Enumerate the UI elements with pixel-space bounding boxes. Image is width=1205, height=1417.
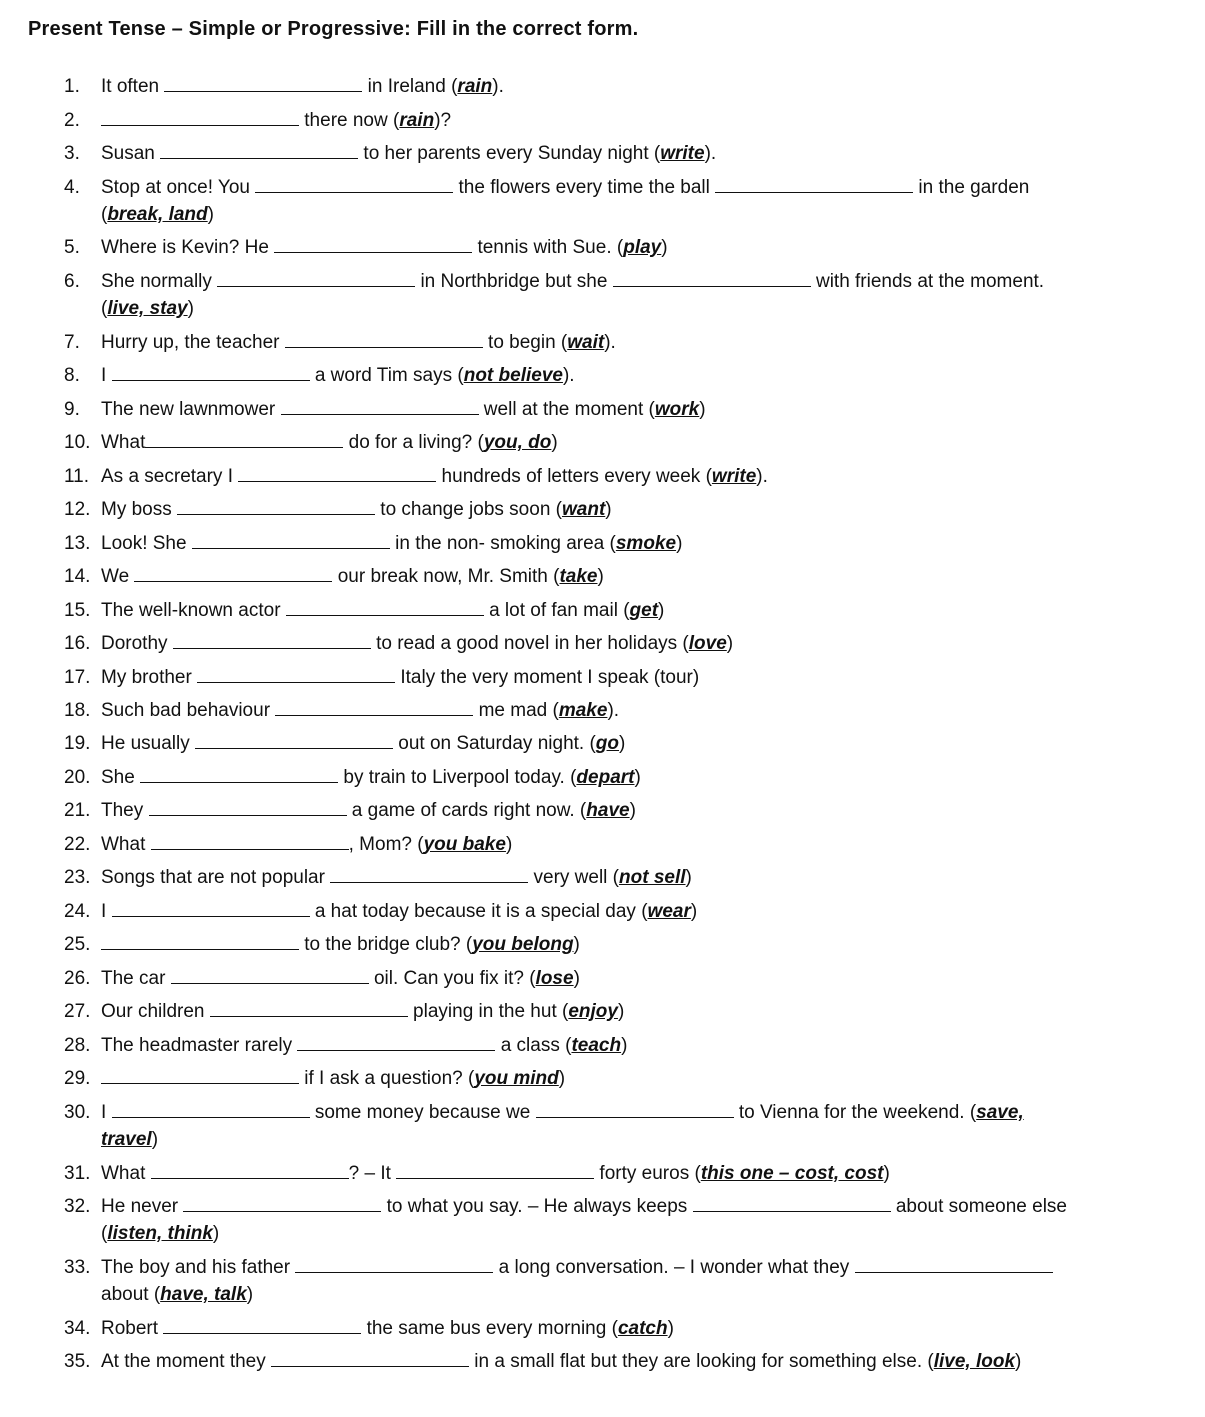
item-text-segment: in the non- smoking area ( xyxy=(389,533,616,554)
item-text-segment: ) xyxy=(505,834,513,855)
exercise-item xyxy=(64,396,1074,423)
exercise-item xyxy=(64,463,1074,490)
item-text-segment: ) xyxy=(151,1129,159,1150)
item-number: 34. xyxy=(64,1318,91,1339)
item-text-segment: playing in the hut ( xyxy=(407,1001,569,1022)
item-text xyxy=(101,898,1074,925)
item-number: 30. xyxy=(64,1102,91,1123)
item-text-segment: What xyxy=(101,1163,151,1184)
item-text-segment: ) xyxy=(605,499,612,520)
answer-blank[interactable] xyxy=(195,731,393,749)
item-text xyxy=(101,831,1074,858)
item-text-segment: Susan xyxy=(101,143,161,164)
item-number: 20. xyxy=(64,767,91,788)
answer-blank[interactable] xyxy=(171,966,369,984)
exercise-item xyxy=(64,429,1074,456)
exercise-item xyxy=(64,597,1074,624)
item-text xyxy=(101,1160,1074,1187)
item-text xyxy=(101,396,1074,423)
item-text-segment: ) xyxy=(573,934,580,955)
item-number: 9. xyxy=(64,399,80,420)
item-text-segment: ) xyxy=(1015,1351,1022,1372)
answer-blank[interactable] xyxy=(192,531,390,549)
verb-hint: wear xyxy=(647,901,691,922)
exercise-item xyxy=(64,268,1074,322)
item-text-segment: ) xyxy=(883,1163,890,1184)
item-text xyxy=(101,1254,1074,1308)
item-number: 35. xyxy=(64,1351,91,1372)
answer-blank[interactable] xyxy=(101,108,299,126)
item-number: 15. xyxy=(64,600,91,621)
item-text-segment: ) xyxy=(551,432,558,453)
verb-hint: teach xyxy=(571,1035,622,1056)
item-text-segment: about someone else ( xyxy=(101,1196,1067,1244)
item-number: 27. xyxy=(64,1001,91,1022)
item-text xyxy=(101,1099,1074,1153)
item-text xyxy=(101,107,1074,134)
verb-hint: you mind xyxy=(474,1068,559,1089)
item-text-segment: )? xyxy=(434,110,452,131)
answer-blank[interactable] xyxy=(101,1066,299,1084)
answer-blank[interactable] xyxy=(275,698,473,716)
answer-blank[interactable] xyxy=(197,665,395,683)
item-text-segment: He usually xyxy=(101,733,195,754)
item-text-segment: very well ( xyxy=(528,867,620,888)
item-text-segment: ) xyxy=(661,237,668,258)
item-text xyxy=(101,174,1074,228)
item-number: 7. xyxy=(64,332,80,353)
item-text-segment: The new lawnmower xyxy=(101,399,281,420)
exercise-item xyxy=(64,73,1074,100)
item-text-segment: to what you say. – He always keeps xyxy=(381,1196,693,1217)
item-text-segment: to her parents every Sunday night ( xyxy=(358,143,661,164)
item-text-segment: ) xyxy=(658,600,665,621)
item-text-segment: ) xyxy=(726,633,734,654)
item-number: 2. xyxy=(64,110,80,131)
item-text-segment: with friends at the moment. ( xyxy=(101,271,1045,319)
item-text-segment: I xyxy=(101,901,112,922)
item-text xyxy=(101,429,1074,456)
item-text-segment: Dorothy xyxy=(101,633,173,654)
item-text-segment: a hat today because it is a special day ( xyxy=(309,901,648,922)
exercise-item xyxy=(64,898,1074,925)
item-text-segment: do for a living? ( xyxy=(343,432,484,453)
item-text-segment: They xyxy=(101,800,149,821)
answer-blank[interactable] xyxy=(145,430,343,448)
item-text-segment: a lot of fan mail ( xyxy=(483,600,630,621)
item-number: 22. xyxy=(64,834,91,855)
answer-blank[interactable] xyxy=(112,1100,310,1118)
answer-blank[interactable] xyxy=(285,330,483,348)
item-text xyxy=(101,496,1074,523)
verb-hint: rain xyxy=(399,110,435,131)
item-text-segment: As a secretary I xyxy=(101,466,239,487)
item-text-segment: to change jobs soon ( xyxy=(375,499,562,520)
item-text-segment: The boy and his father xyxy=(101,1257,296,1278)
answer-blank[interactable] xyxy=(217,269,415,287)
exercise-item xyxy=(64,496,1074,523)
item-number: 18. xyxy=(64,700,91,721)
item-text xyxy=(101,140,1074,167)
item-text-segment: She normally xyxy=(101,271,218,292)
answer-blank[interactable] xyxy=(330,865,528,883)
item-number: 32. xyxy=(64,1196,91,1217)
item-text-segment: The headmaster rarely xyxy=(101,1035,298,1056)
item-number: 10. xyxy=(64,432,91,453)
item-text-segment: if I ask a question? ( xyxy=(299,1068,475,1089)
item-text-segment: a game of cards right now. ( xyxy=(346,800,587,821)
item-number: 21. xyxy=(64,800,91,821)
answer-blank[interactable] xyxy=(151,832,349,850)
item-text xyxy=(101,329,1074,356)
exercise-item xyxy=(64,107,1074,134)
item-text-segment: a class ( xyxy=(495,1035,572,1056)
exercise-item xyxy=(64,234,1074,261)
item-text xyxy=(101,1315,1074,1342)
item-number: 5. xyxy=(64,237,80,258)
verb-hint: lose xyxy=(535,968,574,989)
worksheet-title: Present Tense – Simple or Progressive: Fill in the correct form. xyxy=(28,18,639,40)
exercise-item xyxy=(64,563,1074,590)
verb-hint: rain xyxy=(457,76,493,97)
item-text-segment: ). xyxy=(492,76,504,97)
item-text-segment: Hurry up, the teacher xyxy=(101,332,285,353)
verb-hint: save, travel xyxy=(101,1102,1024,1150)
answer-blank[interactable] xyxy=(160,141,358,159)
exercise-item xyxy=(64,965,1074,992)
item-text-segment: Such bad behaviour xyxy=(101,700,276,721)
exercise-item xyxy=(64,697,1074,724)
answer-blank[interactable] xyxy=(177,497,375,515)
verb-hint: you, do xyxy=(483,432,552,453)
item-text-segment: He never xyxy=(101,1196,184,1217)
item-text xyxy=(101,234,1074,261)
exercise-item xyxy=(64,664,1074,691)
item-text-segment: Songs that are not popular xyxy=(101,867,331,888)
item-number: 16. xyxy=(64,633,91,654)
item-text-segment: We xyxy=(101,566,135,587)
answer-blank[interactable] xyxy=(255,175,453,193)
exercise-item xyxy=(64,764,1074,791)
item-text-segment: My boss xyxy=(101,499,178,520)
answer-blank[interactable] xyxy=(134,564,332,582)
exercise-item xyxy=(64,1032,1074,1059)
answer-blank[interactable] xyxy=(297,1033,495,1051)
verb-hint: love xyxy=(688,633,727,654)
item-number: 1. xyxy=(64,76,80,97)
item-text xyxy=(101,563,1074,590)
exercise-item xyxy=(64,730,1074,757)
verb-hint: enjoy xyxy=(568,1001,618,1022)
exercise-item xyxy=(64,998,1074,1025)
item-text-segment: ) xyxy=(573,968,580,989)
item-text-segment: She xyxy=(101,767,141,788)
item-text-segment: ) xyxy=(558,1068,566,1089)
item-text-segment: hundreds of letters every week ( xyxy=(436,466,712,487)
answer-blank[interactable] xyxy=(164,74,362,92)
verb-hint: have, talk xyxy=(160,1284,247,1305)
verb-hint: write xyxy=(711,466,757,487)
item-number: 12. xyxy=(64,499,91,520)
answer-blank[interactable] xyxy=(183,1194,381,1212)
item-text xyxy=(101,1065,1074,1092)
item-text-segment: Our children xyxy=(101,1001,210,1022)
item-text xyxy=(101,73,1074,100)
item-text-segment: ) xyxy=(676,533,683,554)
answer-blank[interactable] xyxy=(149,798,347,816)
verb-hint: listen, think xyxy=(107,1223,213,1244)
item-number: 29. xyxy=(64,1068,91,1089)
item-number: 33. xyxy=(64,1257,91,1278)
exercise-item xyxy=(64,1348,1074,1375)
item-number: 17. xyxy=(64,667,91,688)
answer-blank[interactable] xyxy=(295,1255,493,1273)
item-text-segment: ). xyxy=(704,143,717,164)
answer-blank[interactable] xyxy=(693,1194,891,1212)
exercise-item xyxy=(64,1193,1074,1247)
item-text-segment: ). xyxy=(562,365,575,386)
item-text-segment: oil. Can you fix it? ( xyxy=(368,968,536,989)
item-text-segment: , Mom? ( xyxy=(348,834,424,855)
item-number: 6. xyxy=(64,271,80,292)
item-text-segment: well at the moment ( xyxy=(478,399,655,420)
item-text-segment: a long conversation. – I wonder what they xyxy=(493,1257,855,1278)
item-text-segment: about ( xyxy=(101,1284,161,1305)
answer-blank[interactable] xyxy=(396,1161,594,1179)
verb-hint: live, stay xyxy=(107,298,188,319)
answer-blank[interactable] xyxy=(173,631,371,649)
item-text-segment: The well-known actor xyxy=(101,600,286,621)
item-text-segment: ). xyxy=(604,332,616,353)
item-text-segment: I xyxy=(101,365,112,386)
exercise-item xyxy=(64,1315,1074,1342)
item-text-segment: My brother xyxy=(101,667,198,688)
answer-blank[interactable] xyxy=(112,899,310,917)
item-text-segment: to Vienna for the weekend. ( xyxy=(733,1102,977,1123)
exercise-item xyxy=(64,1065,1074,1092)
answer-blank[interactable] xyxy=(101,932,299,950)
item-text xyxy=(101,730,1074,757)
answer-blank[interactable] xyxy=(613,269,811,287)
verb-hint: break, land xyxy=(107,204,208,225)
item-text-segment: ) xyxy=(699,399,706,420)
item-text-segment: Robert xyxy=(101,1318,164,1339)
answer-blank[interactable] xyxy=(274,235,472,253)
item-text xyxy=(101,664,1074,691)
item-text-segment: Where is Kevin? He xyxy=(101,237,275,258)
item-text-segment: Look! She xyxy=(101,533,192,554)
item-text-segment: tennis with Sue. ( xyxy=(472,237,624,258)
item-text xyxy=(101,530,1074,557)
item-number: 3. xyxy=(64,143,80,164)
item-text-segment: ? – It xyxy=(348,1163,397,1184)
answer-blank[interactable] xyxy=(163,1316,361,1334)
item-number: 26. xyxy=(64,968,91,989)
exercise-item xyxy=(64,1099,1074,1153)
exercise-item xyxy=(64,530,1074,557)
item-text-segment: by train to Liverpool today. ( xyxy=(338,767,577,788)
verb-hint: take xyxy=(559,566,598,587)
item-text-segment: forty euros ( xyxy=(594,1163,701,1184)
item-text-segment: ) xyxy=(621,1035,628,1056)
item-text-segment: What xyxy=(101,834,151,855)
item-text-segment: ) xyxy=(212,1223,220,1244)
answer-blank[interactable] xyxy=(151,1161,349,1179)
item-text xyxy=(101,1032,1074,1059)
item-text xyxy=(101,797,1074,824)
exercise-item xyxy=(64,864,1074,891)
item-text-segment: in the garden ( xyxy=(101,177,1030,225)
answer-blank[interactable] xyxy=(112,363,310,381)
item-text xyxy=(101,1193,1074,1247)
item-text-segment: ). xyxy=(756,466,768,487)
verb-hint: write xyxy=(660,143,705,164)
item-text xyxy=(101,597,1074,624)
item-text xyxy=(101,1348,1074,1375)
item-text-segment: ). xyxy=(607,700,620,721)
exercise-item xyxy=(64,140,1074,167)
item-text-segment: in a small flat but they are looking for something else. ( xyxy=(469,1351,934,1372)
item-number: 8. xyxy=(64,365,80,386)
answer-blank[interactable] xyxy=(286,598,484,616)
answer-blank[interactable] xyxy=(855,1255,1053,1273)
verb-hint: get xyxy=(629,600,659,621)
item-number: 11. xyxy=(64,466,90,487)
verb-hint: catch xyxy=(617,1318,668,1339)
item-text xyxy=(101,864,1074,891)
item-text xyxy=(101,965,1074,992)
item-text xyxy=(101,697,1074,724)
item-text-segment: to begin ( xyxy=(482,332,568,353)
item-number: 28. xyxy=(64,1035,91,1056)
item-text-segment: ) xyxy=(667,1318,674,1339)
item-text-segment: the flowers every time the ball xyxy=(453,177,716,198)
item-text-segment: The car xyxy=(101,968,171,989)
item-number: 31. xyxy=(64,1163,91,1184)
item-text-segment: What xyxy=(101,432,146,453)
item-text-segment: our break now, Mr. Smith ( xyxy=(332,566,560,587)
verb-hint: have xyxy=(586,800,630,821)
item-text-segment: ) xyxy=(617,1001,625,1022)
verb-hint: live, look xyxy=(933,1351,1016,1372)
item-number: 14. xyxy=(64,566,91,587)
item-text-segment: to the bridge club? ( xyxy=(299,934,473,955)
item-text xyxy=(101,362,1074,389)
item-text-segment: me mad ( xyxy=(473,700,559,721)
exercise-item xyxy=(64,174,1074,228)
exercise-item xyxy=(64,630,1074,657)
item-text-segment: Italy the very moment I speak (tour) xyxy=(395,667,700,688)
exercise-item xyxy=(64,1254,1074,1308)
exercise-item xyxy=(64,797,1074,824)
item-text xyxy=(101,764,1074,791)
item-text-segment: It often xyxy=(101,76,165,97)
item-text-segment: out on Saturday night. ( xyxy=(393,733,596,754)
verb-hint: work xyxy=(654,399,700,420)
item-text-segment: the same bus every morning ( xyxy=(361,1318,618,1339)
verb-hint: you bake xyxy=(423,834,506,855)
item-number: 25. xyxy=(64,934,91,955)
item-text-segment: ) xyxy=(685,867,692,888)
verb-hint: not sell xyxy=(619,867,686,888)
item-text xyxy=(101,630,1074,657)
answer-blank[interactable] xyxy=(238,464,436,482)
exercise-item xyxy=(64,831,1074,858)
item-text-segment: ) xyxy=(690,901,698,922)
item-text-segment: there now ( xyxy=(299,110,400,131)
verb-hint: you belong xyxy=(472,934,574,955)
item-number: 19. xyxy=(64,733,91,754)
exercise-item xyxy=(64,329,1074,356)
item-text-segment: ) xyxy=(634,767,641,788)
verb-hint: wait xyxy=(567,332,605,353)
item-text-segment: ) xyxy=(207,204,214,225)
answer-blank[interactable] xyxy=(715,175,913,193)
verb-hint: play xyxy=(623,237,662,258)
answer-blank[interactable] xyxy=(536,1100,734,1118)
item-text-segment: some money because we xyxy=(309,1102,536,1123)
verb-hint: not believe xyxy=(463,365,563,386)
answer-blank[interactable] xyxy=(271,1349,469,1367)
item-text-segment: ) xyxy=(597,566,604,587)
item-text-segment: Stop at once! You xyxy=(101,177,256,198)
exercise-item xyxy=(64,1160,1074,1187)
item-text xyxy=(101,268,1074,322)
item-number: 13. xyxy=(64,533,91,554)
item-text-segment: At the moment they xyxy=(101,1351,272,1372)
verb-hint: this one – cost, cost xyxy=(700,1163,884,1184)
item-number: 4. xyxy=(64,177,80,198)
item-text-segment: ) xyxy=(187,298,194,319)
item-text-segment: to read a good novel in her holidays ( xyxy=(370,633,689,654)
item-text xyxy=(101,931,1074,958)
item-text-segment: ) xyxy=(246,1284,254,1305)
exercise-item xyxy=(64,931,1074,958)
item-text xyxy=(101,463,1074,490)
verb-hint: go xyxy=(595,733,620,754)
item-number: 24. xyxy=(64,901,91,922)
item-text-segment: ) xyxy=(619,733,626,754)
item-text-segment: ) xyxy=(629,800,636,821)
verb-hint: smoke xyxy=(615,533,677,554)
verb-hint: want xyxy=(562,499,606,520)
verb-hint: make xyxy=(558,700,608,721)
item-text xyxy=(101,998,1074,1025)
item-text-segment: in Ireland ( xyxy=(362,76,458,97)
answer-blank[interactable] xyxy=(210,999,408,1017)
item-text-segment: a word Tim says ( xyxy=(309,365,464,386)
answer-blank[interactable] xyxy=(281,397,479,415)
item-number: 23. xyxy=(64,867,91,888)
answer-blank[interactable] xyxy=(140,765,338,783)
item-text-segment: I xyxy=(101,1102,112,1123)
exercise-item xyxy=(64,362,1074,389)
verb-hint: depart xyxy=(576,767,635,788)
item-text-segment: in Northbridge but she xyxy=(415,271,613,292)
